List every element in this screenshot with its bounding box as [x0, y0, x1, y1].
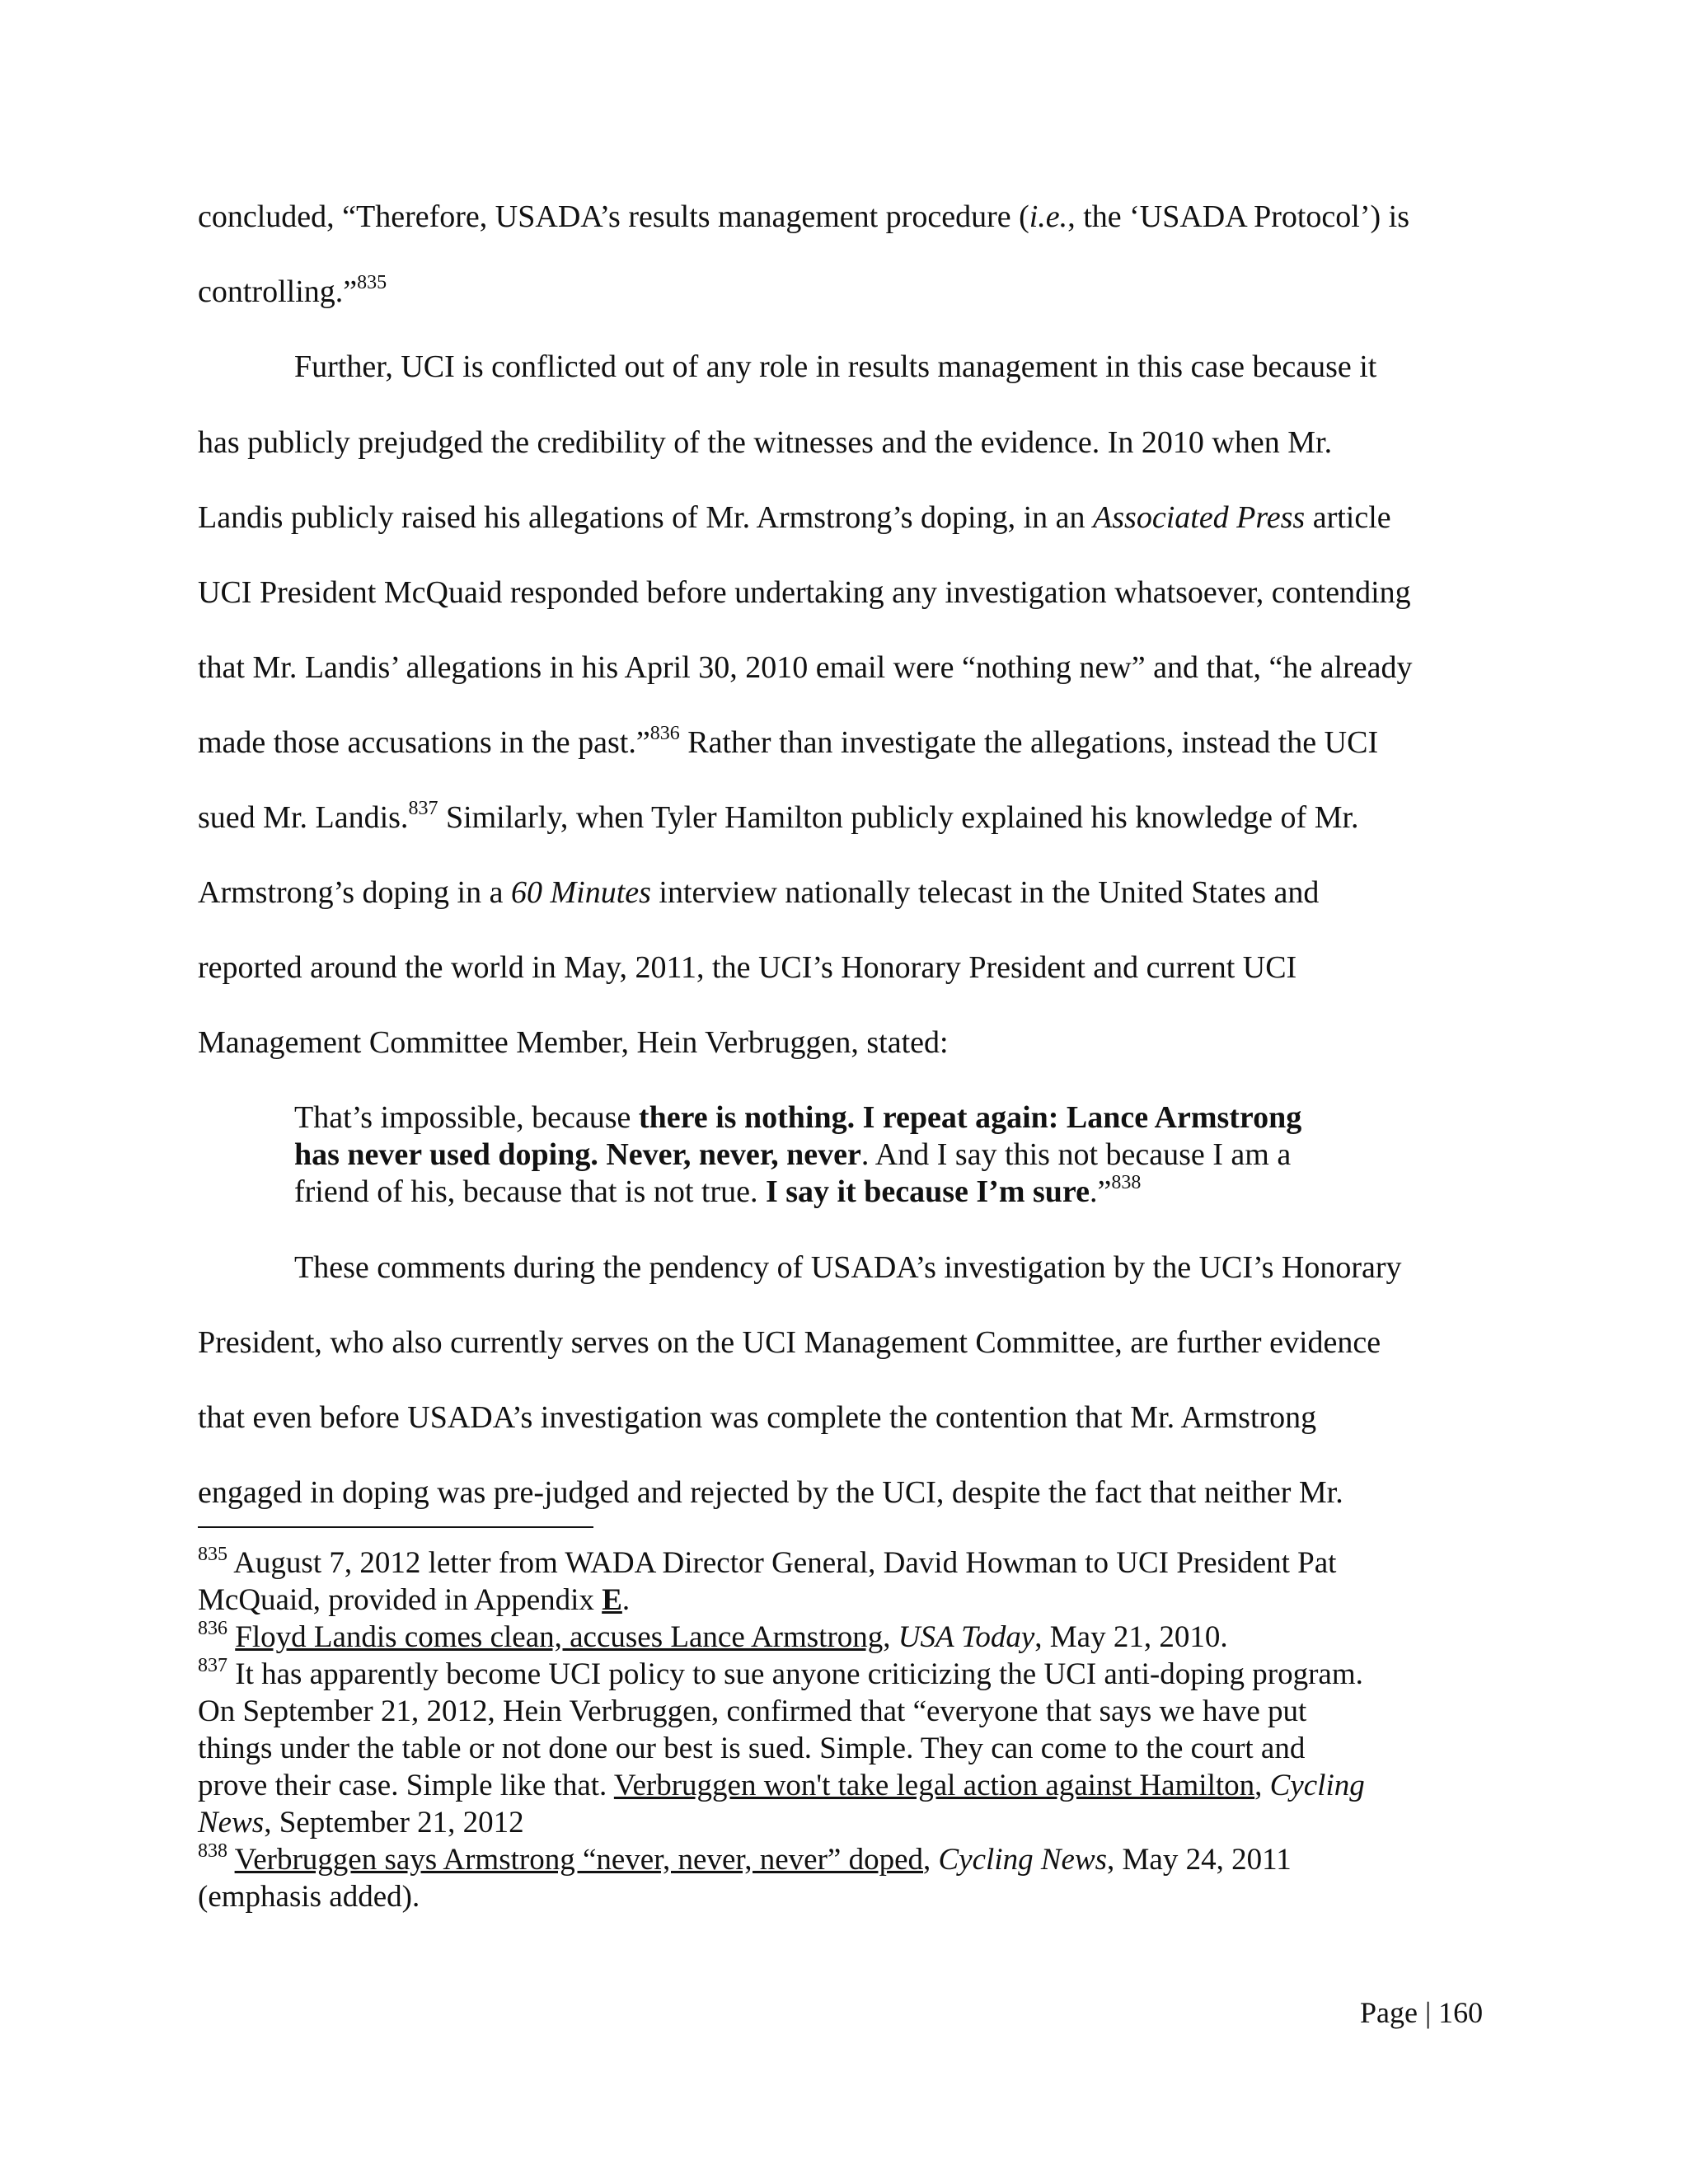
body-line: that Mr. Landis’ allegations in his April 30, 2010 email were “nothing new” and that, “he already [198, 650, 1413, 685]
text-run: , [1254, 1769, 1270, 1802]
footnote-separator [198, 1526, 593, 1528]
body-line: Management Committee Member, Hein Verbruggen, stated: [198, 1025, 949, 1060]
footnote-ref: 837 [408, 798, 438, 820]
text-run: It has apparently become UCI policy to sue anyone criticizing the UCI anti-doping program. [227, 1657, 1363, 1691]
footnote-number: 837 [198, 1654, 227, 1676]
footnote-837-line [198, 1804, 524, 1841]
body-line [198, 799, 1359, 837]
appendix-link[interactable]: E [602, 1583, 622, 1617]
italic-text: 60 Minutes [510, 875, 651, 910]
bold-text: I say it because I’m sure [765, 1174, 1090, 1209]
paragraph-start: These comments during the pendency of USADA’s investigation by the UCI’s Honorary [294, 1250, 1402, 1285]
text-run: Armstrong’s doping in a [198, 875, 511, 910]
footnote-835-line [198, 1582, 630, 1619]
italic-text: Associated Press [1093, 500, 1306, 535]
footnote-837-line: things under the table or not done our best is sued. Simple. They can come to the court and [198, 1732, 1306, 1765]
body-line [198, 499, 1391, 537]
footnote-835 [198, 1544, 1336, 1582]
text-run [227, 1620, 235, 1654]
body-line [198, 273, 387, 311]
text-run: prove their case. Simple like that. [198, 1769, 614, 1802]
text-run: Similarly, when Tyler Hamilton publicly explained his knowledge of Mr. [438, 800, 1359, 835]
footnote-837 [198, 1656, 1363, 1693]
text-run: , May 24, 2011 [1107, 1843, 1292, 1877]
text-run: . And I say this not because I am a [860, 1137, 1292, 1172]
text-run: interview nationally telecast in the United States and [650, 875, 1320, 910]
article-link[interactable]: Floyd Landis comes clean, accuses Lance Armstrong [235, 1620, 884, 1654]
block-quote-line [294, 1099, 1301, 1137]
footnote-837-line: On September 21, 2012, Hein Verbruggen, confirmed that “everyone that says we have put [198, 1694, 1307, 1728]
text-run: controlling.” [198, 274, 358, 309]
body-line: reported around the world in May, 2011, the UCI’s Honorary President and current UCI [198, 950, 1297, 985]
italic-text: USA Today [898, 1620, 1035, 1654]
text-run: Landis publicly raised his allegations of Mr. Armstrong’s doping, in an [198, 500, 1094, 535]
block-quote-line [294, 1173, 1141, 1211]
footnote-number: 838 [198, 1840, 227, 1862]
body-line [198, 198, 1409, 236]
italic-text: Cycling News [938, 1843, 1108, 1877]
text-run: McQuaid, provided in Appendix [198, 1583, 603, 1617]
text-run: .” [1089, 1174, 1112, 1209]
text-run: friend of his, because that is not true. [294, 1174, 766, 1209]
text-run: . [621, 1583, 631, 1617]
article-link[interactable]: Verbruggen won't take legal action against Hamilton [613, 1769, 1255, 1802]
footnote-838-line: (emphasis added). [198, 1880, 420, 1914]
text-run: , May 21, 2010. [1034, 1620, 1228, 1654]
body-line: that even before USADA’s investigation was complete the contention that Mr. Armstrong [198, 1400, 1317, 1435]
text-run: , [883, 1620, 898, 1654]
footnote-838 [198, 1841, 1292, 1878]
text-run [227, 1843, 235, 1877]
footnote-ref: 835 [357, 272, 387, 294]
italic-text: i.e. [1029, 199, 1068, 234]
text-run: , the ‘USADA Protocol’) is [1067, 199, 1409, 234]
article-link[interactable]: Verbruggen says Armstrong “never, never, never” doped [234, 1843, 924, 1877]
bold-text: has never used doping. Never, never, never [294, 1137, 861, 1172]
bold-text: there is nothing. I repeat again: Lance Armstrong [638, 1100, 1302, 1135]
body-line [198, 724, 1378, 762]
footnote-836 [198, 1619, 1228, 1656]
paragraph-start: Further, UCI is conflicted out of any role in results management in this case because it [294, 349, 1377, 384]
footnote-number: 836 [198, 1617, 227, 1639]
footnote-ref: 836 [649, 723, 680, 745]
italic-text: Cycling [1269, 1769, 1365, 1802]
body-line: UCI President McQuaid responded before undertaking any investigation whatsoever, contending [198, 575, 1411, 610]
footnote-ref: 838 [1111, 1172, 1142, 1194]
text-run: article [1305, 500, 1391, 535]
body-line [198, 874, 1319, 912]
italic-text: News [198, 1806, 265, 1840]
text-run: , [923, 1843, 939, 1877]
text-run: sued Mr. Landis. [198, 800, 409, 835]
text-run: August 7, 2012 letter from WADA Director General, David Howman to UCI President Pat [227, 1546, 1337, 1580]
body-line: engaged in doping was pre-judged and rejected by the UCI, despite the fact that neither Mr. [198, 1475, 1343, 1510]
footnote-837-line [198, 1767, 1365, 1804]
text-run: , September 21, 2012 [264, 1806, 524, 1840]
text-run: concluded, “Therefore, USADA’s results management procedure ( [198, 199, 1029, 234]
text-run: Rather than investigate the allegations, instead the UCI [679, 725, 1379, 760]
text-run: That’s impossible, because [294, 1100, 639, 1135]
body-line: has publicly prejudged the credibility of the witnesses and the evidence. In 2010 when Mr. [198, 425, 1333, 460]
block-quote-line [294, 1136, 1291, 1174]
page-number: Page | 160 [1360, 1996, 1484, 2029]
footnote-number: 835 [198, 1543, 227, 1565]
text-run: made those accusations in the past.” [198, 725, 650, 760]
body-line: President, who also currently serves on the UCI Management Committee, are further evidence [198, 1325, 1381, 1360]
